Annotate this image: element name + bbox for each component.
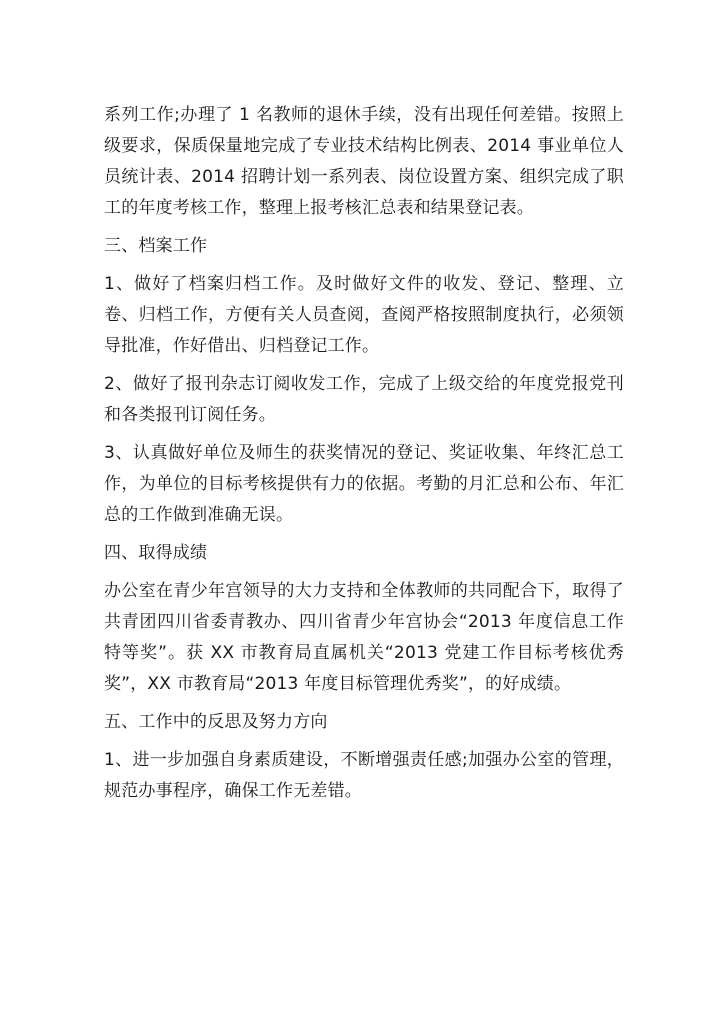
paragraph-periodicals: 2、做好了报刊杂志订阅收发工作，完成了上级交给的年度党报党刊和各类报刊订阅任务。 (104, 374, 624, 425)
paragraph-reflection-1: 1、进一步加强自身素质建设，不断增强责任感;加强办公室的管理，规范办事程序，确保工作无差错。 (104, 750, 624, 801)
paragraph-achievements: 办公室在青少年宫领导的大力支持和全体教师的共同配合下，取得了共青团四川省委青教办、四川省青少年宫协会“2013 年度信息工作特等奖”。获 XX 市教育局直属机关“2013 党建工作目标考核优秀奖”，XX 市教育局“2013 年度目标管理优秀奖”，的好成绩。 (104, 581, 624, 694)
paragraph-awards-registration: 3、认真做好单位及师生的获奖情况的登记、奖证收集、年终汇总工作，为单位的目标考核提供有力的依据。考勤的月汇总和公布、年汇总的工作做到准确无误。 (104, 443, 624, 525)
paragraph-archives-filing: 1、做好了档案归档工作。及时做好文件的收发、登记、整理、立卷、归档工作，方便有关人员查阅，查阅严格按照制度执行，必须领导批准，作好借出、归档登记工作。 (104, 274, 624, 356)
paragraph-personnel-work: 系列工作;办理了 1 名教师的退休手续，没有出现任何差错。按照上级要求，保质保量地完成了专业技术结构比例表、2014 事业单位人员统计表、2014 招聘计划一系列表、岗位设置方案、组织完成了职工的年度考核工作，整理上报考核汇总表和结果登记表。 (104, 105, 624, 218)
document-body (104, 100, 624, 814)
section-heading-reflection: 五、工作中的反思及努力方向 (104, 712, 328, 732)
section-heading-archives: 三、档案工作 (104, 236, 208, 256)
section-heading-achievements: 四、取得成绩 (104, 543, 208, 563)
